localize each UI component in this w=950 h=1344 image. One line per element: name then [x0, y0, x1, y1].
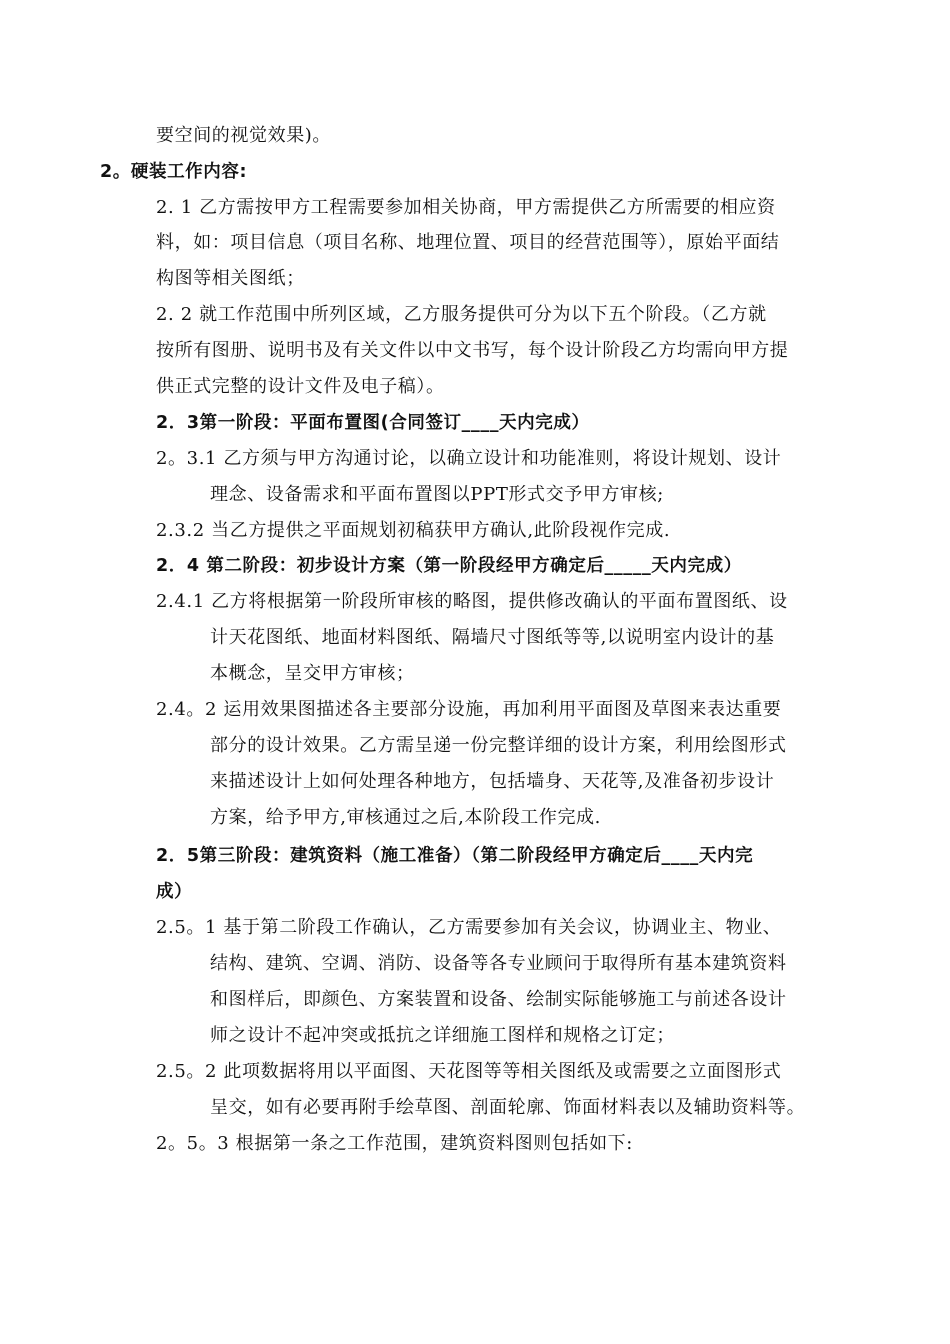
subsection-heading: 2．4 第二阶段：初步设计方案（第一阶段经甲方确定后_____天内完成）	[156, 556, 742, 576]
paragraph-line: 来描述设计上如何处理各种地方，包括墙身、天花等,及准备初步设计	[210, 771, 775, 792]
paragraph-line: 按所有图册、说明书及有关文件以中文书写，每个设计阶段乙方均需向甲方提	[156, 340, 789, 361]
paragraph-line: 要空间的视觉效果)。	[156, 125, 332, 146]
paragraph-line: 供正式完整的设计文件及电子稿）。	[156, 376, 445, 397]
paragraph-line: 方案，给予甲方,审核通过之后,本阶段工作完成.	[210, 807, 601, 828]
paragraph-line: 2.4.1 乙方将根据第一阶段所审核的略图，提供修改确认的平面布置图纸、设	[156, 591, 788, 612]
paragraph-line: 料，如：项目信息（项目名称、地理位置、项目的经营范围等），原始平面结	[156, 232, 780, 253]
paragraph-line: 计天花图纸、地面材料图纸、隔墙尺寸图纸等等,以说明室内设计的基	[210, 627, 775, 648]
paragraph-line: 2.4。2 运用效果图描述各主要部分设施，再加利用平面图及草图来表达重要	[156, 699, 782, 720]
section-heading: 2。硬装工作内容:	[100, 162, 248, 182]
paragraph-line: 理念、设备需求和平面布置图以PPT形式交予甲方审核;	[210, 484, 664, 505]
subsection-heading: 2．5第三阶段：建筑资料（施工准备）（第二阶段经甲方确定后____天内完	[156, 846, 754, 866]
paragraph-line: 部分的设计效果。乙方需呈递一份完整详细的设计方案，利用绘图形式	[210, 735, 787, 756]
paragraph-line: 构图等相关图纸；	[156, 268, 305, 289]
paragraph-line: 2.5。1 基于第二阶段工作确认，乙方需要参加有关会议，协调业主、物业、	[156, 917, 782, 938]
subsection-heading-continued: 成）	[156, 882, 193, 902]
paragraph-line: 2。3.1 乙方须与甲方沟通讨论，以确立设计和功能准则，将设计规划、设计	[156, 448, 782, 469]
paragraph-line: 2. 1 乙方需按甲方工程需要参加相关协商，甲方需提供乙方所需要的相应资	[156, 197, 776, 218]
paragraph-line: 本概念，呈交甲方审核；	[210, 663, 415, 684]
paragraph-line: 2. 2 就工作范围中所列区域，乙方服务提供可分为以下五个阶段。（乙方就	[156, 304, 767, 325]
paragraph-line: 结构、建筑、空调、消防、设备等各专业顾问于取得所有基本建筑资料	[210, 953, 787, 974]
subsection-heading: 2．3第一阶段：平面布置图(合同签订____天内完成）	[156, 413, 590, 433]
paragraph-line: 2。5。3 根据第一条之工作范围，建筑资料图则包括如下:	[156, 1133, 633, 1154]
paragraph-line: 和图样后，即颜色、方案装置和设备、绘制实际能够施工与前述各设计	[210, 989, 787, 1010]
paragraph-line: 2.3.2 当乙方提供之平面规划初稿获甲方确认,此阶段视作完成.	[156, 520, 671, 541]
paragraph-line: 呈交，如有必要再附手绘草图、剖面轮廓、饰面材料表以及辅助资料等。	[210, 1097, 806, 1118]
paragraph-line: 2.5。2 此项数据将用以平面图、天花图等等相关图纸及或需要之立面图形式	[156, 1061, 782, 1082]
paragraph-line: 师之设计不起冲突或抵抗之详细施工图样和规格之订定；	[210, 1025, 675, 1046]
